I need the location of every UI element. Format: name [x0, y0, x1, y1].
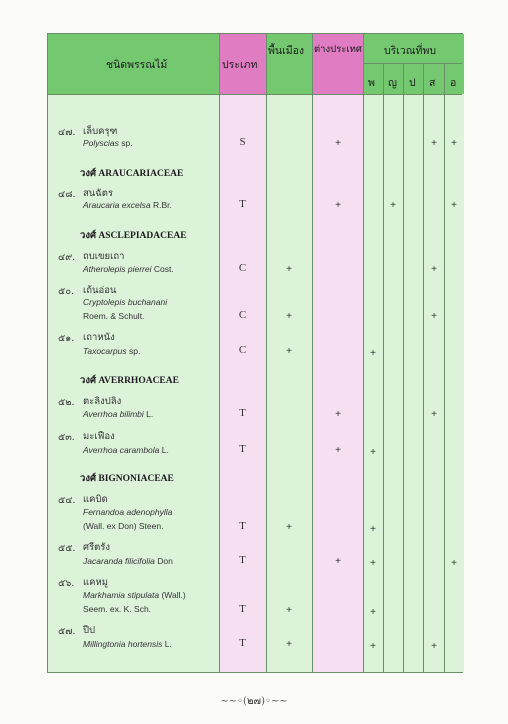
- family-heading: วงศ์ ARAUCARIACEAE: [80, 169, 184, 179]
- row-number: ๕๕.: [58, 543, 76, 554]
- thai-name: ตะลิงปลิง: [83, 396, 122, 407]
- thai-name: แคหมู: [83, 577, 109, 588]
- native-mark: +: [286, 311, 292, 322]
- area-p-mark: +: [370, 558, 376, 569]
- area-s-mark: +: [431, 409, 437, 420]
- row-number: ๕๒.: [58, 397, 75, 408]
- family-heading: วงศ์ ASCLEPIADACEAE: [80, 231, 187, 241]
- area-p-mark: +: [370, 447, 376, 458]
- scientific-name: Fernandoa adenophylla: [83, 507, 173, 517]
- area-p-mark: +: [370, 348, 376, 359]
- scientific-name: Polyscias sp.: [83, 138, 133, 148]
- header-area-p: พ: [368, 77, 375, 89]
- thai-name: เถาหนัง: [83, 332, 115, 343]
- row-number: ๕๖.: [58, 578, 75, 589]
- type-value: T: [239, 520, 246, 532]
- area-s-mark: +: [431, 138, 437, 149]
- header-type: ประเภท: [222, 59, 258, 71]
- area-s-mark: +: [431, 311, 437, 322]
- thai-name: ศรีตรัง: [83, 542, 111, 553]
- foreign-mark: +: [335, 409, 341, 420]
- ornament-right-icon: )◦~~: [261, 696, 288, 707]
- thai-name: สนฉัตร: [83, 188, 114, 199]
- type-value: S: [239, 136, 246, 148]
- type-value: C: [238, 262, 247, 274]
- scientific-name: Atherolepis pierrei Cost.: [83, 264, 174, 274]
- header-area-pp: ป: [409, 77, 416, 89]
- page-number: ๒๗: [246, 696, 262, 707]
- type-value: C: [238, 344, 247, 356]
- species-table: [47, 33, 463, 673]
- scientific-name: Taxocarpus sp.: [83, 346, 141, 356]
- row-number: ๕๑.: [58, 333, 75, 344]
- scientific-name: Jacaranda filicifolia Don: [83, 556, 173, 566]
- native-mark: +: [286, 639, 292, 650]
- type-value: T: [239, 554, 246, 566]
- header-name: ชนิดพรรณไม้: [106, 59, 168, 71]
- foreign-column: [312, 34, 363, 672]
- scientific-author: Roem. & Schult.: [83, 311, 145, 321]
- header-native: พื้นเมือง: [268, 45, 305, 57]
- family-heading: วงศ์ AVERRHOACEAE: [80, 376, 179, 386]
- type-value: C: [238, 309, 247, 321]
- thai-name: ถบเขยเถา: [83, 251, 125, 262]
- thai-name: เถ้นอ่อน: [83, 285, 117, 296]
- area-y-mark: +: [390, 200, 396, 211]
- scientific-name: Cryptolepis buchanani: [83, 297, 168, 307]
- header-area-y: ญ: [388, 77, 397, 89]
- thai-name: มะเฟือง: [83, 431, 115, 442]
- ornament-left-icon: ~~◦(: [220, 696, 247, 707]
- foreign-mark: +: [335, 556, 341, 567]
- native-mark: +: [286, 264, 292, 275]
- area-s-mark: +: [431, 641, 437, 652]
- header-area: บริเวณที่พบ: [384, 45, 437, 57]
- foreign-mark: +: [335, 445, 341, 456]
- foreign-mark: +: [335, 200, 341, 211]
- row-number: ๕๐.: [58, 286, 75, 297]
- scientific-name: Markhamia stipulata (Wall.): [83, 590, 186, 600]
- header-area-s: ส: [429, 77, 436, 89]
- thai-name: แคบิด: [83, 494, 108, 505]
- scientific-name: Millingtonia hortensis L.: [83, 639, 172, 649]
- thai-name: เล็บครุฑ: [83, 126, 118, 137]
- family-heading: วงศ์ BIGNONIACEAE: [80, 474, 174, 484]
- header-foreign: ต่างประเทศ: [314, 44, 362, 55]
- native-mark: +: [286, 605, 292, 616]
- row-number: ๔๙.: [58, 252, 76, 263]
- scientific-author: (Wall. ex Don) Steen.: [83, 521, 164, 531]
- type-value: T: [239, 603, 246, 615]
- scientific-name: Averrhoa bilimbi L.: [83, 409, 154, 419]
- type-value: T: [239, 443, 246, 455]
- row-number: ๕๗.: [58, 626, 76, 637]
- header-area-o: อ: [450, 77, 457, 89]
- row-number: ๕๓.: [58, 432, 75, 443]
- native-mark: +: [286, 346, 292, 357]
- row-number: ๕๔.: [58, 495, 76, 506]
- area-p-mark: +: [370, 524, 376, 535]
- thai-name: ปีป: [83, 625, 96, 636]
- row-number: ๔๘.: [58, 189, 76, 200]
- area-o-mark: +: [451, 138, 457, 149]
- type-value: T: [239, 407, 246, 419]
- area-o-mark: +: [451, 200, 457, 211]
- native-mark: +: [286, 522, 292, 533]
- area-s-mark: +: [431, 264, 437, 275]
- row-number: ๔๗.: [58, 127, 76, 138]
- scientific-name: Araucaria excelsa R.Br.: [83, 200, 172, 210]
- scientific-name: Averrhoa carambola L.: [83, 445, 169, 455]
- area-p-mark: +: [370, 607, 376, 618]
- type-value: T: [239, 637, 246, 649]
- scientific-author: Seem. ex. K. Sch.: [83, 604, 152, 614]
- type-value: T: [239, 198, 246, 210]
- area-p-mark: +: [370, 641, 376, 652]
- foreign-mark: +: [335, 138, 341, 149]
- page-footer: [0, 689, 508, 709]
- area-o-mark: +: [451, 558, 457, 569]
